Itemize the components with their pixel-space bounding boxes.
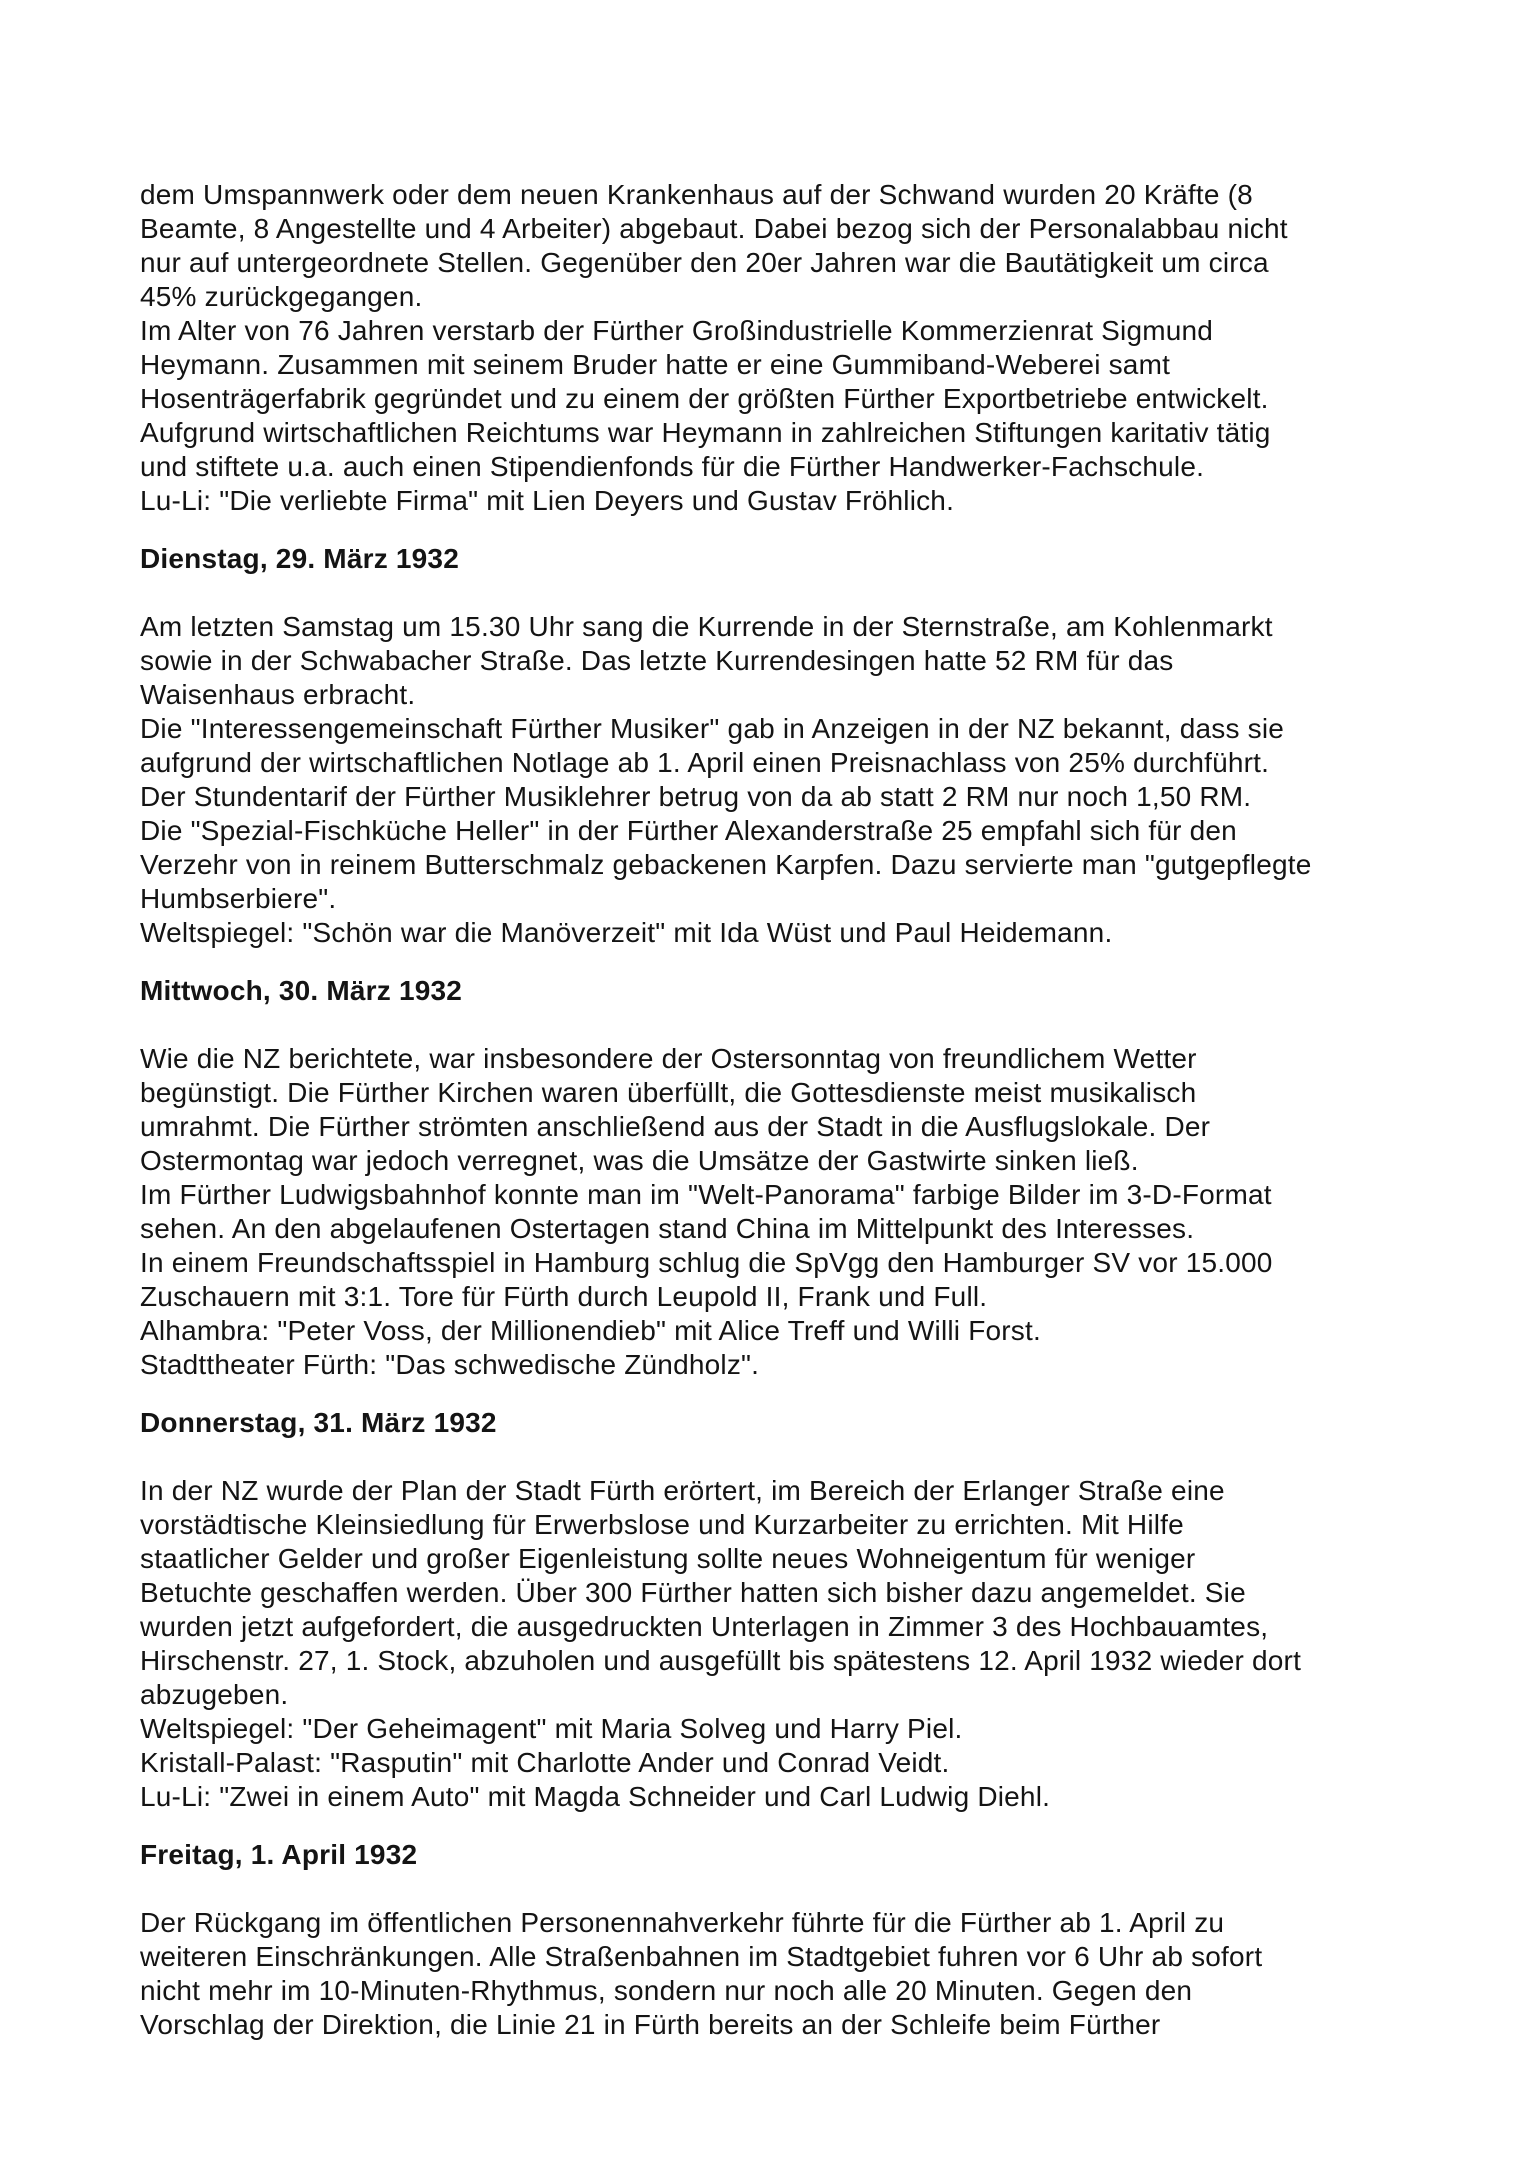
text-line: und stiftete u.a. auch einen Stipendienfonds für die Fürther Handwerker-Fachschule. [140,451,1205,482]
text-line: aufgrund der wirtschaftlichen Notlage ab 1. April einen Preisnachlass von 25% durchführt. [140,747,1270,778]
text-line: Kristall-Palast: "Rasputin" mit Charlotte Ander und Conrad Veidt. [140,1747,950,1778]
paragraph [140,1474,1446,1814]
text-line: Ostermontag war jedoch verregnet, was die Umsätze der Gastwirte sinken ließ. [140,1145,1139,1176]
paragraph [140,610,1446,950]
text-line: vorstädtische Kleinsiedlung für Erwerbslose und Kurzarbeiter zu errichten. Mit Hilfe [140,1509,1184,1540]
text-line: begünstigt. Die Fürther Kirchen waren überfüllt, die Gottesdienste meist musikalisch [140,1077,1197,1108]
text-line: umrahmt. Die Fürther strömten anschließend aus der Stadt in die Ausflugslokale. Der [140,1111,1211,1142]
text-line: In einem Freundschaftsspiel in Hamburg schlug die SpVgg den Hamburger SV vor 15.000 [140,1247,1273,1278]
paragraph [140,178,1446,518]
text-line: staatlicher Gelder und großer Eigenleistung sollte neues Wohneigentum für weniger [140,1543,1196,1574]
text-line: sowie in der Schwabacher Straße. Das letzte Kurrendesingen hatte 52 RM für das [140,645,1174,676]
text-line: abzugeben. [140,1679,289,1710]
paragraph [140,1906,1446,2042]
text-line: wurden jetzt aufgefordert, die ausgedruckten Unterlagen in Zimmer 3 des Hochbauamtes, [140,1611,1269,1642]
text-line: Aufgrund wirtschaftlichen Reichtums war Heymann in zahlreichen Stiftungen karitativ tätig [140,417,1271,448]
text-line: Hirschenstr. 27, 1. Stock, abzuholen und ausgefüllt bis spätestens 12. April 1932 wieder dort [140,1645,1302,1676]
text-line: Heymann. Zusammen mit seinem Bruder hatte er eine Gummiband-Weberei samt [140,349,1171,380]
text-line: Lu-Li: "Die verliebte Firma" mit Lien Deyers und Gustav Fröhlich. [140,485,955,516]
document-body [140,178,1446,2042]
text-line: Im Alter von 76 Jahren verstarb der Fürther Großindustrielle Kommerzienrat Sigmund [140,315,1214,346]
text-line: Alhambra: "Peter Voss, der Millionendieb" mit Alice Treff und Willi Forst. [140,1315,1041,1346]
text-line: Weltspiegel: "Der Geheimagent" mit Maria Solveg und Harry Piel. [140,1713,963,1744]
text-line: Am letzten Samstag um 15.30 Uhr sang die Kurrende in der Sternstraße, am Kohlenmarkt [140,611,1273,642]
text-line: Humbserbiere". [140,883,337,914]
text-line: Lu-Li: "Zwei in einem Auto" mit Magda Schneider und Carl Ludwig Diehl. [140,1781,1051,1812]
text-line: dem Umspannwerk oder dem neuen Krankenhaus auf der Schwand wurden 20 Kräfte (8 [140,179,1253,210]
text-line: nur auf untergeordnete Stellen. Gegenüber den 20er Jahren war die Bautätigkeit um circa [140,247,1269,278]
section-heading: Mittwoch, 30. März 1932 [140,975,463,1006]
section-heading: Dienstag, 29. März 1932 [140,543,459,574]
section-heading: Freitag, 1. April 1932 [140,1839,418,1870]
text-line: nicht mehr im 10-Minuten-Rhythmus, sondern nur noch alle 20 Minuten. Gegen den [140,1975,1193,2006]
text-line: weiteren Einschränkungen. Alle Straßenbahnen im Stadtgebiet fuhren vor 6 Uhr ab sofort [140,1941,1263,1972]
paragraph [140,1042,1446,1382]
text-line: Im Fürther Ludwigsbahnhof konnte man im "Welt-Panorama" farbige Bilder im 3-D-Format [140,1179,1272,1210]
text-line: Wie die NZ berichtete, war insbesondere der Ostersonntag von freundlichem Wetter [140,1043,1197,1074]
text-line: Zuschauern mit 3:1. Tore für Fürth durch Leupold II, Frank und Full. [140,1281,988,1312]
text-line: Betuchte geschaffen werden. Über 300 Fürther hatten sich bisher dazu angemeldet. Sie [140,1577,1246,1608]
text-line: Vorschlag der Direktion, die Linie 21 in Fürth bereits an der Schleife beim Fürther [140,2009,1161,2040]
text-line: Der Stundentarif der Fürther Musiklehrer betrug von da ab statt 2 RM nur noch 1,50 RM. [140,781,1252,812]
text-line: Hosenträgerfabrik gegründet und zu einem der größten Fürther Exportbetriebe entwickelt. [140,383,1269,414]
text-line: sehen. An den abgelaufenen Ostertagen stand China im Mittelpunkt des Interesses. [140,1213,1195,1244]
text-line: Verzehr von in reinem Butterschmalz gebackenen Karpfen. Dazu servierte man "gutgepflegte [140,849,1312,880]
text-line: Stadttheater Fürth: "Das schwedische Zündholz". [140,1349,760,1380]
text-line: In der NZ wurde der Plan der Stadt Fürth erörtert, im Bereich der Erlanger Straße eine [140,1475,1225,1506]
text-line: 45% zurückgegangen. [140,281,423,312]
section-heading: Donnerstag, 31. März 1932 [140,1407,497,1438]
text-line: Die "Interessengemeinschaft Fürther Musiker" gab in Anzeigen in der NZ bekannt, dass sie [140,713,1285,744]
text-line: Die "Spezial-Fischküche Heller" in der Fürther Alexanderstraße 25 empfahl sich für den [140,815,1237,846]
text-line: Der Rückgang im öffentlichen Personennahverkehr führte für die Fürther ab 1. April zu [140,1907,1225,1938]
text-line: Waisenhaus erbracht. [140,679,416,710]
text-line: Beamte, 8 Angestellte und 4 Arbeiter) abgebaut. Dabei bezog sich der Personalabbau nicht [140,213,1288,244]
text-line: Weltspiegel: "Schön war die Manöverzeit" mit Ida Wüst und Paul Heidemann. [140,917,1113,948]
